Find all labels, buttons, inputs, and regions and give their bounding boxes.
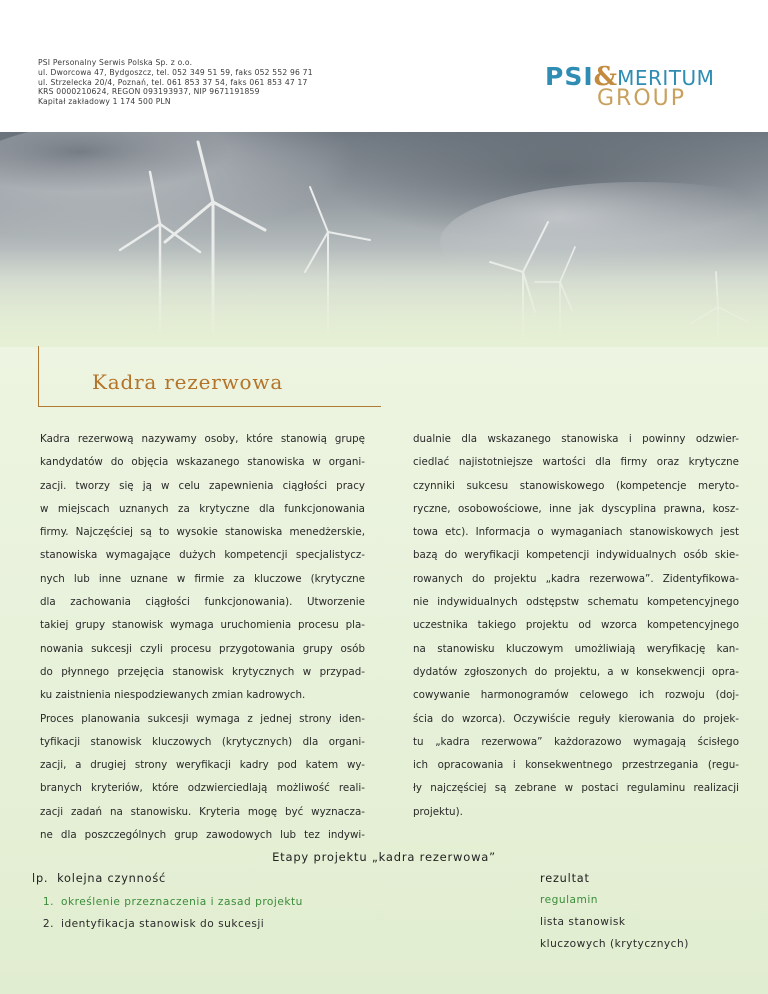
stage-number: 2. — [42, 918, 54, 930]
company-logo — [545, 62, 735, 116]
stage-result — [540, 889, 598, 911]
text-line: takiej grupy stanowisk wymaga uruchomienia procesu pla- — [40, 619, 365, 632]
text-line: czynniki sukcesu stanowiskowego (kompetencje meryto- — [413, 479, 739, 492]
text-line: zacji, a drugiej strony weryfikacji kadry pod katem wy- — [40, 759, 365, 772]
text-line: ne dla poszczególnych grup zawodowych lub tez indywi- — [40, 829, 365, 842]
col-activity-header: kolejna czynność — [57, 872, 167, 885]
stages-header-left — [32, 872, 166, 885]
text-line: nie indywidualnych odstępstw schematu kompetencyjnego — [413, 596, 739, 609]
text-line: ścia do wzorca). Oczywiście reguły kierowania do projek- — [413, 712, 739, 725]
article-title: Kadra rezerwowa — [92, 370, 284, 394]
col-result-header: rezultat — [540, 872, 590, 885]
header — [0, 0, 768, 132]
stage-number: 1. — [42, 896, 54, 908]
address-line: KRS 0000210624, REGON 093193937, NIP 9671191859 — [38, 87, 260, 97]
text-line: rowanych do projektu „kadra rezerwowa”. Zidentyfikowa- — [413, 572, 739, 585]
text-line: zacji zadań na stanowisku. Kryteria mogę być wyznacza- — [40, 805, 365, 818]
text-line: firmy. Najczęściej są to wysokie stanowiska menedżerskie, — [40, 526, 365, 539]
text-line: do płynnego przejęcia stanowisk krytycznych w przypad- — [40, 665, 365, 678]
logo-group: GROUP — [597, 86, 687, 111]
stage-result-line: regulamin — [540, 894, 598, 906]
text-line: ku zaistnienia niespodziewanych zmian kadrowych. — [40, 689, 306, 702]
text-line: nowania sukcesji czyli procesu przygotowania grupy osób — [40, 642, 365, 655]
text-line: Proces planowania sukcesji wymaga z jednej strony iden- — [40, 712, 365, 725]
text-line: uczestnika takiego projektu od wzorca kompetencyjnego — [413, 619, 739, 632]
text-line: nych lub inne uznane w firmie za kluczowe (krytyczne — [40, 572, 365, 585]
text-line: w miejscach uznanych za krytyczne dla funkcjonowania — [40, 502, 365, 515]
text-line: stanowiska wymagające dużych kompetencji specjalistycz- — [40, 549, 365, 562]
text-line: bazą do weryfikacji kompetencji indywidualnych osób skie- — [413, 549, 739, 562]
stage-activity: identyfikacja stanowisk do sukcesji — [61, 918, 265, 930]
text-line: towa etc). Informacja o wymaganiach stanowiskowych jest — [413, 526, 739, 539]
logo-ampersand: & — [593, 62, 618, 92]
text-line: ryczne, osobowościowe, inne jak dyscyplina prawna, kosz- — [413, 502, 739, 515]
text-line: ły najczęściej są zebrane w postaci regulaminu realizacji — [413, 782, 739, 795]
stage-activity: określenie przeznaczenia i zasad projektu — [61, 896, 303, 908]
text-line: projektu). — [413, 805, 463, 818]
company-address — [38, 58, 313, 107]
stage-result — [540, 911, 689, 955]
text-line: zacji. tworzy się ją w celu zapewnienia ciągłości pracy — [40, 479, 365, 492]
text-line: Kadra rezerwową nazywamy osoby, które stanowią grupę — [40, 433, 365, 445]
stage-row — [32, 918, 264, 930]
text-line: dydatów zgłoszonych do projektu, a w konsekwencji opra- — [413, 665, 739, 678]
article-column-left — [40, 428, 365, 847]
col-lp-header: lp. — [32, 872, 49, 885]
text-line: dualnie dla wskazanego stanowiska i powinny odzwier- — [413, 433, 739, 445]
text-line: ich opracowania i konsekwentnego przestrzegania (regu- — [413, 759, 739, 772]
text-line: tyfikacji stanowisk kluczowych (krytycznych) dla organi- — [40, 735, 365, 748]
text-line: branych kryteriów, które odzwierciedlają możliwość reali- — [40, 782, 365, 795]
article-column-right — [413, 428, 739, 824]
text-line: tu „kadra rezerwowa” każdorazowo wymagają ścisłego — [413, 735, 739, 748]
text-line: ciedlać najistotniejsze wartości dla firmy oraz krytyczne — [413, 456, 739, 469]
address-line: Kapitał zakładowy 1 174 500 PLN — [38, 97, 171, 107]
stage-row — [32, 896, 303, 908]
stage-result-line: lista stanowisk — [540, 916, 626, 928]
logo-psi: PSI — [545, 62, 594, 91]
address-line: ul. Strzelecka 20/4, Poznań, tel. 061 853 37 54, faks 061 853 47 17 — [38, 77, 308, 87]
text-line: kandydatów do objęcia wskazanego stanowiska w organi- — [40, 456, 365, 469]
text-line: cowywanie harmonogramów celowego ich rozwoju (doj- — [413, 689, 739, 702]
text-line: na stanowisku kluczowym umożliwiają weryfikację kan- — [413, 642, 739, 655]
logo-meritum: MERITUM — [617, 66, 715, 90]
address-line: ul. Dworcowa 47, Bydgoszcz, tel. 052 349 51 59, faks 052 552 96 71 — [38, 67, 313, 77]
stage-result-line: kluczowych (krytycznych) — [540, 938, 689, 950]
address-line: PSI Personalny Serwis Polska Sp. z o.o. — [38, 58, 193, 67]
text-line: dla zachowania ciągłości funkcjonowania). Utworzenie — [40, 596, 365, 609]
stages-title: Etapy projektu „kadra rezerwowa” — [272, 850, 496, 864]
wind-turbines-photo — [0, 132, 768, 347]
